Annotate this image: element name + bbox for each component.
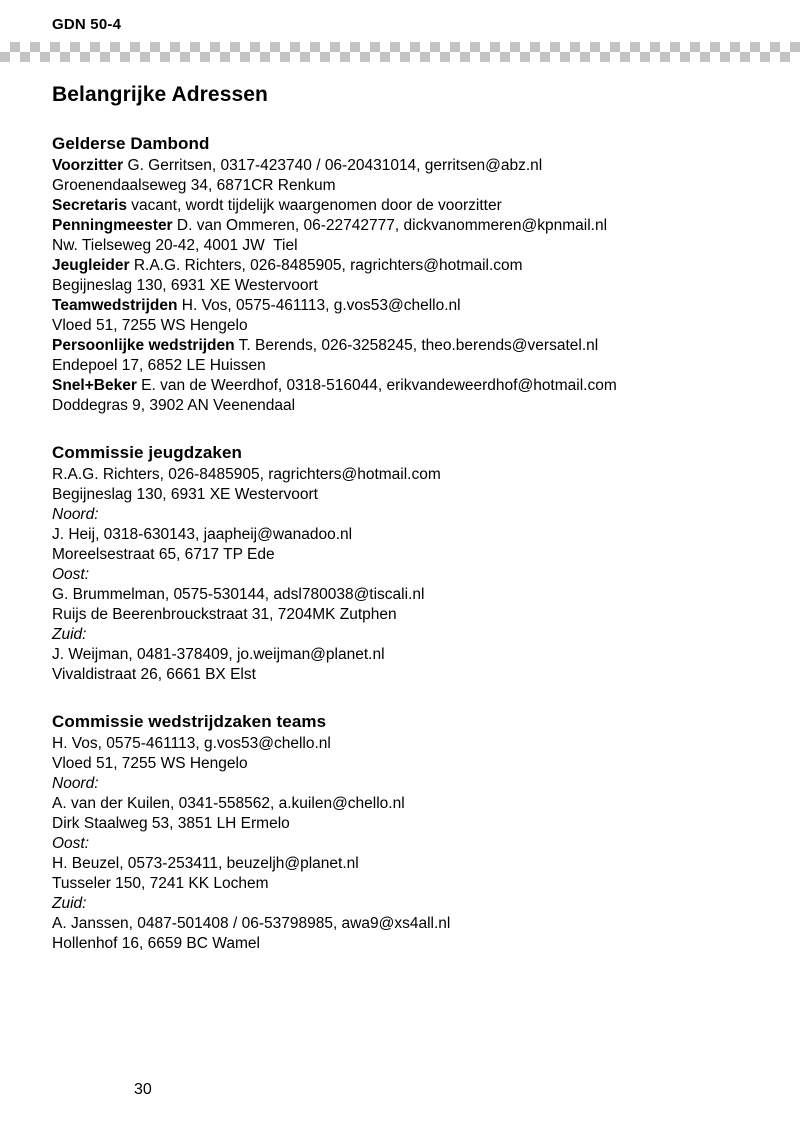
address-line xyxy=(52,934,752,954)
line-text: D. van Ommeren, 06-22742777, dickvanommeren@kpnmail.nl xyxy=(172,217,608,234)
line-text: Groenendaalseweg 34, 6871CR Renkum xyxy=(52,177,336,194)
line-text: Moreelsestraat 65, 6717 TP Ede xyxy=(52,546,275,563)
address-section xyxy=(52,133,752,416)
section-title: Gelderse Dambond xyxy=(52,134,210,153)
line-text: J. Weijman, 0481-378409, jo.weijman@planet.nl xyxy=(52,646,385,663)
line-text: H. Vos, 0575-461113, g.vos53@chello.nl xyxy=(52,735,331,752)
address-line xyxy=(52,874,752,894)
address-line xyxy=(52,465,752,485)
role-label: Penningmeester xyxy=(52,217,173,234)
role-label: Persoonlijke wedstrijden xyxy=(52,337,235,354)
line-text: Zuid: xyxy=(52,895,87,912)
address-line-labeled xyxy=(52,376,752,396)
address-section xyxy=(52,442,752,685)
line-text: Oost: xyxy=(52,566,90,583)
line-text: Dirk Staalweg 53, 3851 LH Ermelo xyxy=(52,815,290,832)
address-line xyxy=(52,734,752,754)
address-line xyxy=(52,814,752,834)
line-text: H. Beuzel, 0573-253411, beuzeljh@planet.nl xyxy=(52,855,359,872)
address-line-labeled xyxy=(52,196,752,216)
line-text: Hollenhof 16, 6659 BC Wamel xyxy=(52,935,260,952)
role-label: Teamwedstrijden xyxy=(52,297,178,314)
line-text: Oost: xyxy=(52,835,90,852)
role-label: Jeugleider xyxy=(52,257,130,274)
line-text: Begijneslag 130, 6931 XE Westervoort xyxy=(52,277,318,294)
line-text: Doddegras 9, 3902 AN Veenendaal xyxy=(52,397,296,414)
region-label xyxy=(52,565,752,585)
line-text: Endepoel 17, 6852 LE Huissen xyxy=(52,357,266,374)
line-text: Nw. Tielseweg 20-42, 4001 JW Tiel xyxy=(52,237,298,254)
address-line xyxy=(52,316,752,336)
address-line xyxy=(52,605,752,625)
region-label xyxy=(52,625,752,645)
line-text: Vivaldistraat 26, 6661 BX Elst xyxy=(52,666,256,683)
line-text: Noord: xyxy=(52,506,99,523)
line-text: Tusseler 150, 7241 KK Lochem xyxy=(52,875,269,892)
address-line xyxy=(52,645,752,665)
page-number: 30 xyxy=(134,1081,152,1098)
address-line xyxy=(52,176,752,196)
line-text: E. van de Weerdhof, 0318-516044, erikvandeweerdhof@hotmail.com xyxy=(136,377,617,394)
address-line xyxy=(52,794,752,814)
line-text: vacant, wordt tijdelijk waargenomen door de voorzitter xyxy=(126,197,502,214)
line-text: T. Berends, 026-3258245, theo.berends@versatel.nl xyxy=(234,337,599,354)
running-header: GDN 50-4 xyxy=(52,16,122,33)
line-text: H. Vos, 0575-461113, g.vos53@chello.nl xyxy=(177,297,461,314)
line-text: Zuid: xyxy=(52,626,87,643)
line-text: Noord: xyxy=(52,775,99,792)
address-line xyxy=(52,754,752,774)
line-text: Begijneslag 130, 6931 XE Westervoort xyxy=(52,486,318,503)
address-line xyxy=(52,665,752,685)
address-line xyxy=(52,276,752,296)
address-section xyxy=(52,711,752,954)
region-label xyxy=(52,894,752,914)
line-text: A. Janssen, 0487-501408 / 06-53798985, awa9@xs4all.nl xyxy=(52,915,451,932)
address-line xyxy=(52,585,752,605)
role-label: Secretaris xyxy=(52,197,127,214)
address-line-labeled xyxy=(52,256,752,276)
line-text: Vloed 51, 7255 WS Hengelo xyxy=(52,317,248,334)
line-text: R.A.G. Richters, 026-8485905, ragrichters@hotmail.com xyxy=(52,466,441,483)
line-text: Vloed 51, 7255 WS Hengelo xyxy=(52,755,248,772)
region-label xyxy=(52,834,752,854)
page-title: Belangrijke Adressen xyxy=(52,83,268,106)
line-text: R.A.G. Richters, 026-8485905, ragrichters@hotmail.com xyxy=(129,257,523,274)
line-text: G. Brummelman, 0575-530144, adsl780038@tiscali.nl xyxy=(52,586,425,603)
sections-container xyxy=(52,133,752,954)
address-line xyxy=(52,396,752,416)
address-line xyxy=(52,525,752,545)
address-line xyxy=(52,854,752,874)
checkerboard-divider xyxy=(0,42,800,62)
role-label: Snel+Beker xyxy=(52,377,137,394)
region-label xyxy=(52,774,752,794)
line-text: G. Gerritsen, 0317-423740 / 06-20431014, gerritsen@abz.nl xyxy=(123,157,543,174)
line-text: Ruijs de Beerenbrouckstraat 31, 7204MK Zutphen xyxy=(52,606,397,623)
region-label xyxy=(52,505,752,525)
section-title: Commissie wedstrijdzaken teams xyxy=(52,712,327,731)
role-label: Voorzitter xyxy=(52,157,124,174)
address-line xyxy=(52,485,752,505)
address-line xyxy=(52,545,752,565)
line-text: A. van der Kuilen, 0341-558562, a.kuilen@chello.nl xyxy=(52,795,405,812)
address-line-labeled xyxy=(52,216,752,236)
address-line-labeled xyxy=(52,156,752,176)
section-title: Commissie jeugdzaken xyxy=(52,443,243,462)
address-line-labeled xyxy=(52,296,752,316)
address-line xyxy=(52,356,752,376)
address-line xyxy=(52,236,752,256)
address-line-labeled xyxy=(52,336,752,356)
address-line xyxy=(52,914,752,934)
document-content xyxy=(52,82,752,954)
line-text: J. Heij, 0318-630143, jaapheij@wanadoo.nl xyxy=(52,526,353,543)
